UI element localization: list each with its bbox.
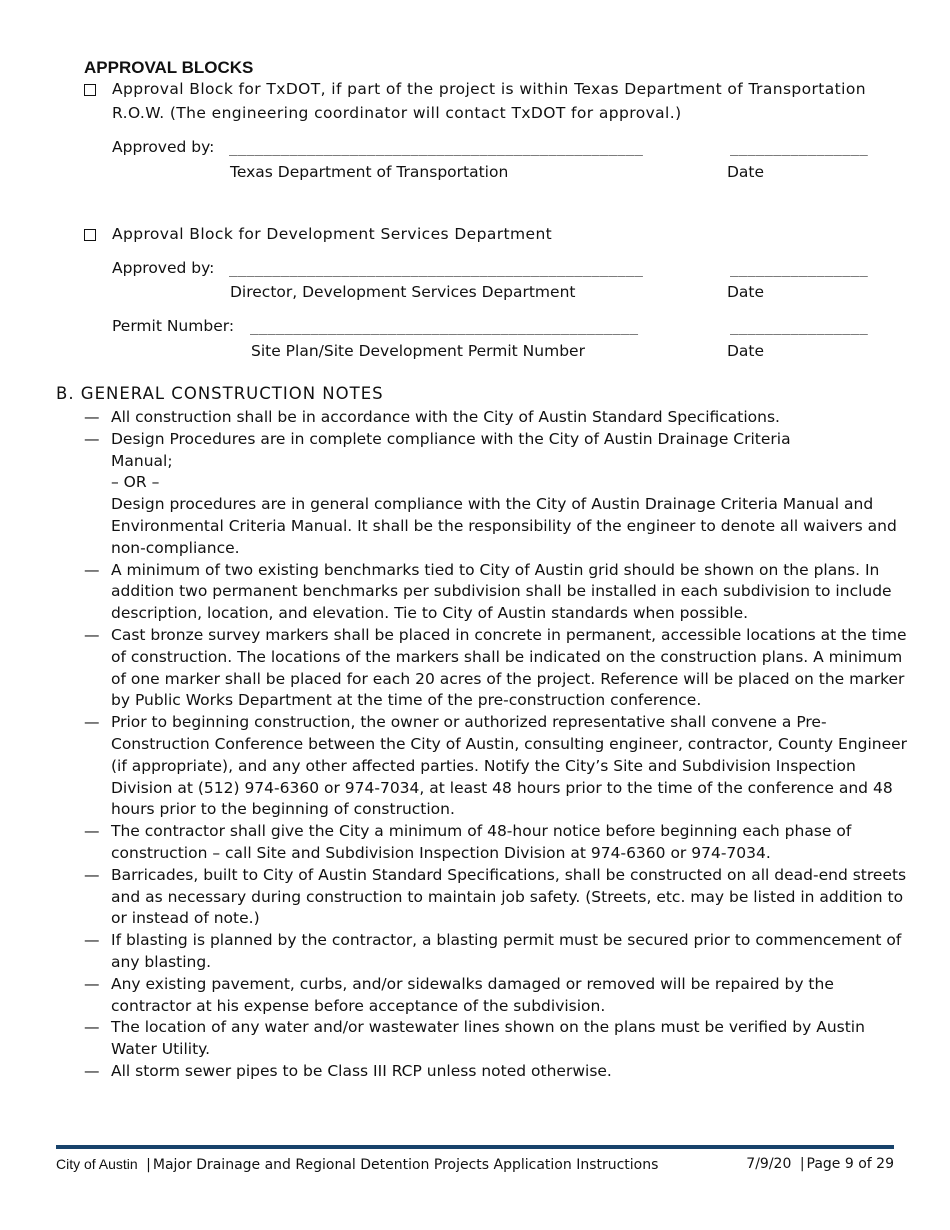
dsd-signature-caption: Director, Development Services Department <box>230 283 576 301</box>
dash-bullet: — <box>84 974 100 993</box>
footer-separator: | <box>146 1157 151 1173</box>
permit-number-caption: Site Plan/Site Development Permit Number <box>251 342 585 360</box>
dsd-date-caption: Date <box>727 283 765 301</box>
txdot-date-line[interactable]: ________________ <box>730 140 869 156</box>
dash-bullet: — <box>84 822 100 841</box>
footer-rule <box>56 1145 894 1149</box>
txdot-checkbox[interactable] <box>84 84 96 96</box>
dash-bullet: — <box>84 429 100 448</box>
note-or-separator: – OR – <box>111 473 160 492</box>
list-item <box>84 625 914 712</box>
note-text: All construction shall be in accordance with the City of Austin Standard Specifications. <box>111 408 780 426</box>
list-item <box>84 930 914 974</box>
note-text: Design Procedures are in complete compliance with the City of Austin Drainage Criteria Manual; <box>111 429 791 470</box>
dash-bullet: — <box>84 625 100 644</box>
dash-bullet: — <box>84 931 100 950</box>
dsd-date-line[interactable]: ________________ <box>730 261 869 277</box>
list-item <box>84 1017 914 1061</box>
permit-number-line[interactable]: _____________________________________________ <box>250 319 639 335</box>
dash-bullet: — <box>84 560 100 579</box>
dash-bullet: — <box>84 408 100 426</box>
note-text: Design procedures are in general compliance with the City of Austin Drainage Criteria Manual and Environmental Criteria Manual. It shall be the responsibility of the engineer to denote all waivers and non-compliance. <box>111 495 897 557</box>
list-item <box>84 429 914 560</box>
general-notes-heading: B. GENERAL CONSTRUCTION NOTES <box>56 384 384 403</box>
txdot-signature-caption: Texas Department of Transportation <box>230 163 509 181</box>
footer-org: City of Austin <box>56 1156 138 1172</box>
dsd-approved-by-label: Approved by: <box>112 259 215 277</box>
permit-date-caption: Date <box>727 342 765 360</box>
footer-page-number: Page 9 of 29 <box>806 1156 894 1172</box>
list-item <box>84 407 914 429</box>
list-item <box>84 974 914 1018</box>
txdot-signature-line[interactable]: ________________________________________________ <box>229 140 644 156</box>
dash-bullet: — <box>84 713 100 732</box>
dash-bullet: — <box>84 1018 100 1037</box>
txdot-approved-by-label: Approved by: <box>112 138 215 156</box>
note-text: All storm sewer pipes to be Class III RCP unless noted otherwise. <box>111 1061 612 1080</box>
list-item <box>84 712 914 821</box>
txdot-label-line1: Approval Block for TxDOT, if part of the project is within Texas Department of Transportation <box>112 80 866 98</box>
footer-separator: | <box>799 1156 805 1172</box>
approval-heading: APPROVAL BLOCKS <box>84 58 254 77</box>
note-text: A minimum of two existing benchmarks tied to City of Austin grid should be shown on the plans. In addition two permanent benchmarks per subdivision shall be installed in each subdivision to include description, location, and elevation. Tie to City of Austin standards when possible. <box>111 560 892 623</box>
footer-left <box>56 1156 658 1173</box>
dash-bullet: — <box>84 1061 100 1080</box>
list-item <box>84 1061 914 1083</box>
footer-right <box>746 1156 894 1172</box>
note-text: The contractor shall give the City a minimum of 48-hour notice before beginning each phase of construction – call Site and Subdivision Inspection Division at 974-6360 or 974-7034. <box>111 822 852 862</box>
list-item <box>84 560 914 625</box>
dsd-checkbox[interactable] <box>84 229 96 241</box>
general-notes-list <box>84 407 914 1083</box>
note-text: The location of any water and/or wastewater lines shown on the plans must be verified by Austin Water Utility. <box>111 1018 865 1059</box>
note-text: Any existing pavement, curbs, and/or sidewalks damaged or removed will be repaired by the contractor at his expense before acceptance of the subdivision. <box>111 974 834 1015</box>
footer-date: 7/9/20 <box>746 1156 792 1172</box>
note-text: Cast bronze survey markers shall be placed in concrete in permanent, accessible locations at the time of construction. The locations of the markers shall be indicated on the construction plans. A minimum of one marker shall be placed for each 20 acres of the project. Reference will be placed on the marker by Public Works Department at the time of the pre-construction conference. <box>111 625 907 710</box>
note-text: Barricades, built to City of Austin Standard Specifications, shall be constructed on all dead-end streets and as necessary during construction to maintain job safety. (Streets, etc. may be listed in addition to or instead of note.) <box>111 865 907 928</box>
dash-bullet: — <box>84 865 100 884</box>
txdot-label-line2: R.O.W. (The engineering coordinator will contact TxDOT for approval.) <box>112 104 682 122</box>
list-item <box>84 821 914 865</box>
note-text: Prior to beginning construction, the owner or authorized representative shall convene a Pre-Construction Conference between the City of Austin, consulting engineer, contractor, County Engineer (if appropriate), and any other affected parties. Notify the City’s Site and Subdivision Inspection Division at (512) 974-6360 or 974-7034, at least 48 hours prior to the time of the conference and 48 hours prior to the beginning of construction. <box>111 713 908 819</box>
dsd-signature-line[interactable]: ________________________________________________ <box>229 261 644 277</box>
footer-doc-title: Major Drainage and Regional Detention Projects Application Instructions <box>152 1157 659 1173</box>
txdot-date-caption: Date <box>727 163 765 181</box>
permit-date-line[interactable]: ________________ <box>730 319 869 335</box>
dsd-label: Approval Block for Development Services Department <box>112 225 553 243</box>
permit-number-label: Permit Number: <box>112 317 235 335</box>
list-item <box>84 865 914 930</box>
note-text: If blasting is planned by the contractor, a blasting permit must be secured prior to commencement of any blasting. <box>111 931 902 971</box>
